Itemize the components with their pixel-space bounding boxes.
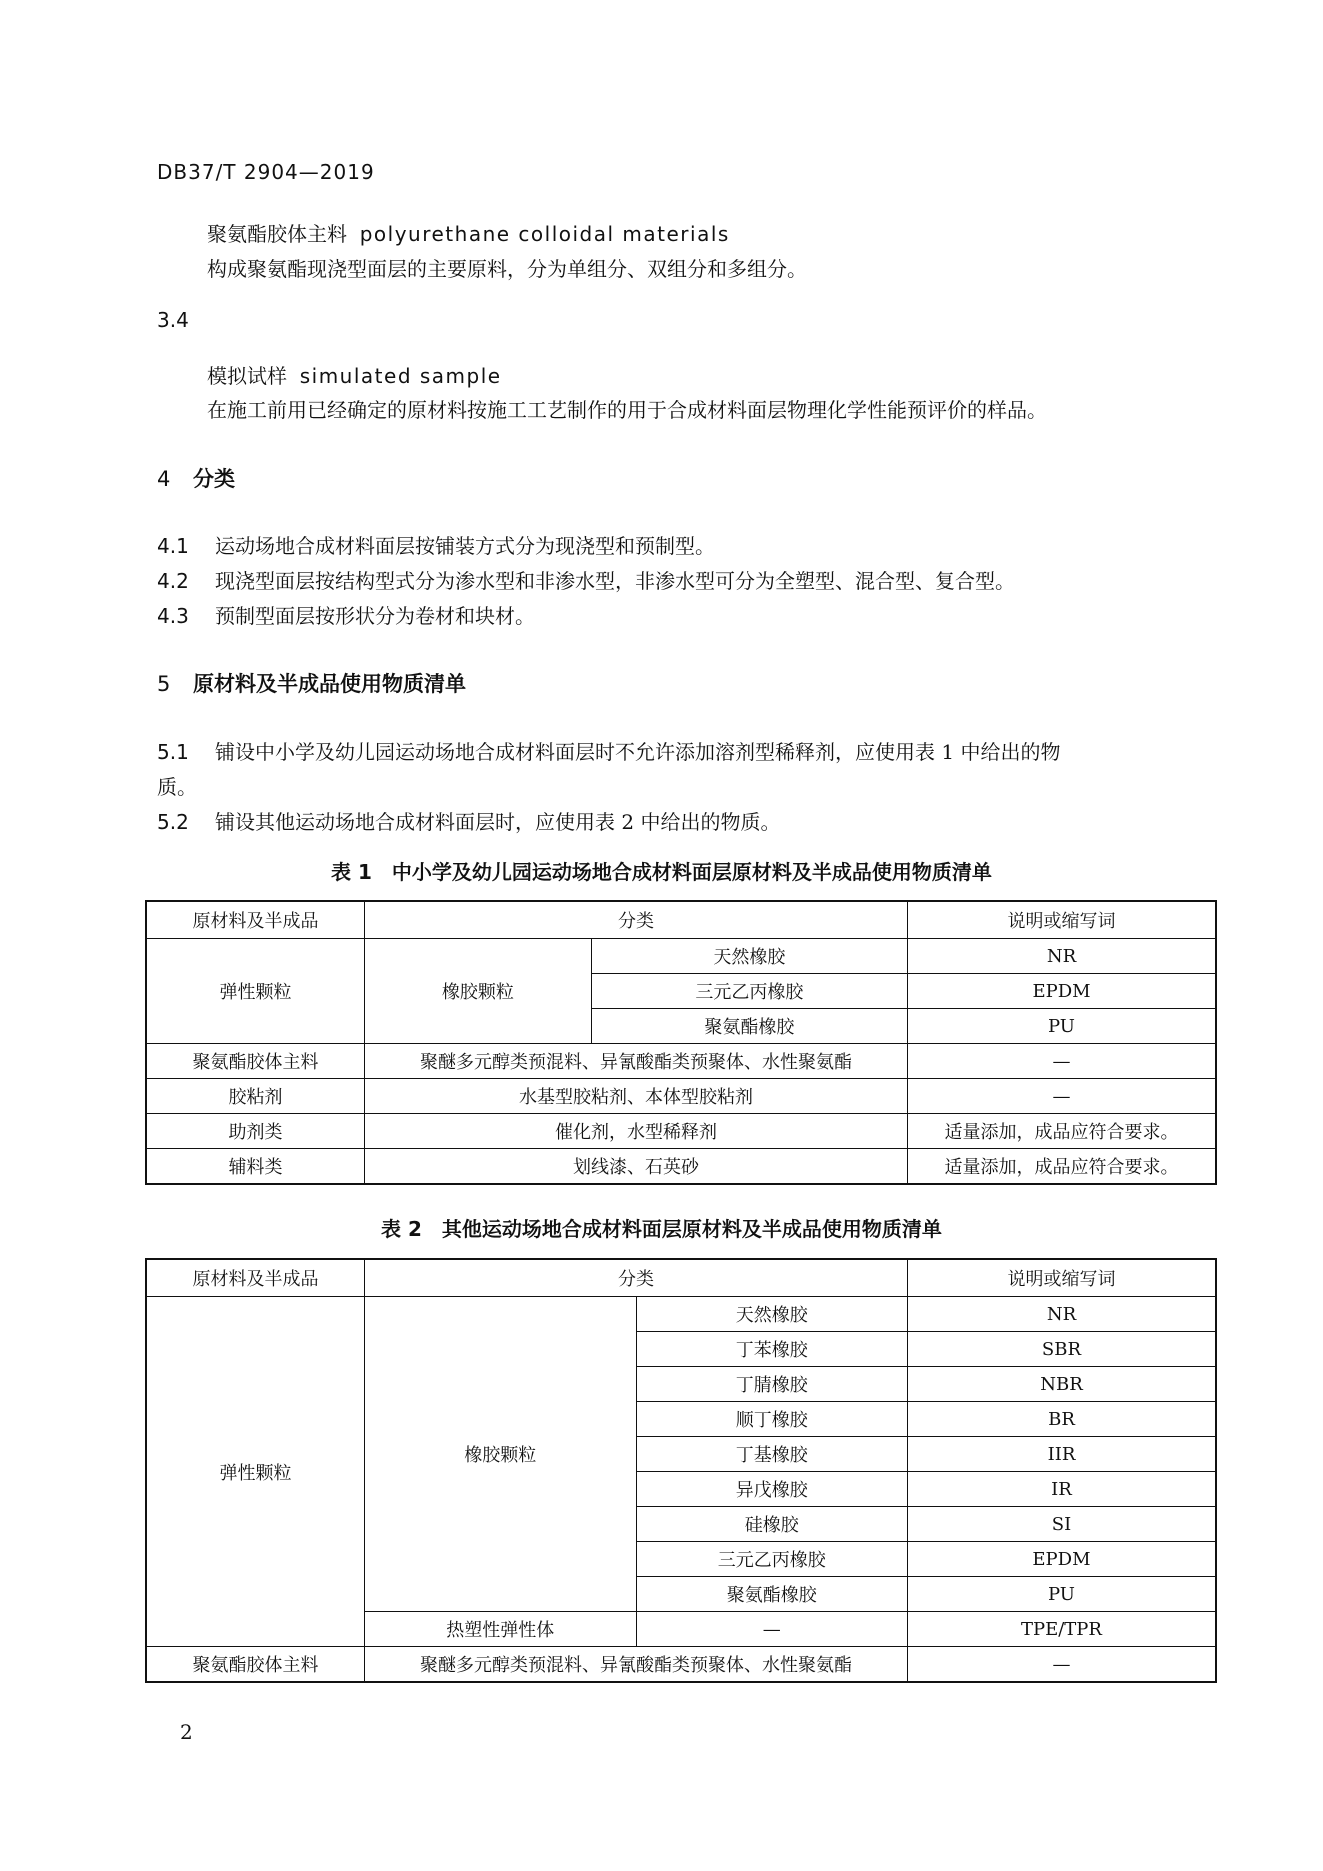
- note-cell: —: [908, 1079, 1216, 1114]
- table-row: [146, 1044, 1216, 1079]
- page-number: 2: [180, 1720, 193, 1744]
- note-cell: —: [907, 1647, 1216, 1683]
- abbr-cell: PU: [907, 1577, 1216, 1612]
- table-row: [146, 1114, 1216, 1149]
- term-definition: 构成聚氨酯现浇型面层的主要原料，分为单组分、双组分和多组分。: [207, 257, 807, 281]
- abbr-cell: NR: [907, 1297, 1216, 1332]
- clause-number: 4.1: [157, 534, 189, 558]
- material-name-cell: 异戊橡胶: [636, 1472, 907, 1507]
- group-cell: 弹性颗粒: [146, 939, 365, 1044]
- term-definition: 在施工前用已经确定的原材料按施工工艺制作的用于合成材料面层物理化学性能预评价的样品。: [207, 398, 1047, 422]
- abbr-cell: IIR: [907, 1437, 1216, 1472]
- term-number: 3.4: [157, 308, 189, 332]
- abbr-cell: NBR: [907, 1367, 1216, 1402]
- table-2: [145, 1258, 1217, 1683]
- term-title-cn: 聚氨酯胶体主料: [207, 222, 347, 246]
- header-cell: 分类: [365, 1259, 908, 1297]
- clause: [157, 736, 1060, 765]
- category-cell: 水基型胶粘剂、本体型胶粘剂: [365, 1079, 908, 1114]
- material-name-cell: 三元乙丙橡胶: [636, 1542, 907, 1577]
- abbr-cell: EPDM: [907, 1542, 1216, 1577]
- category-cell: 聚醚多元醇类预混料、异氰酸酯类预聚体、水性聚氨酯: [365, 1044, 908, 1079]
- clause-text: 铺设中小学及幼儿园运动场地合成材料面层时不允许添加溶剂型稀释剂，应使用表 1 中给出的物: [215, 740, 1061, 764]
- material-name-cell: 丁腈橡胶: [636, 1367, 907, 1402]
- section-number: 4: [157, 467, 171, 491]
- note-cell: —: [908, 1044, 1216, 1079]
- abbr-cell: NR: [908, 939, 1216, 974]
- clause-number: 4.3: [157, 604, 189, 628]
- material-name-cell: —: [636, 1612, 907, 1647]
- material-name-cell: 三元乙丙橡胶: [591, 974, 907, 1009]
- clause-text: 预制型面层按形状分为卷材和块材。: [215, 604, 535, 628]
- abbr-cell: SI: [907, 1507, 1216, 1542]
- material-name-cell: 聚氨酯橡胶: [636, 1577, 907, 1612]
- document-header: DB37/T 2904—2019: [157, 160, 375, 184]
- term-title-en: polyurethane colloidal materials: [359, 222, 730, 246]
- material-name-cell: 天然橡胶: [636, 1297, 907, 1332]
- table-header-row: [146, 901, 1216, 939]
- subgroup-cell: 橡胶颗粒: [365, 939, 592, 1044]
- section-number: 5: [157, 672, 171, 696]
- table-row: [146, 1297, 1216, 1332]
- material-name-cell: 丁基橡胶: [636, 1437, 907, 1472]
- abbr-cell: IR: [907, 1472, 1216, 1507]
- clause-number: 5.1: [157, 740, 189, 764]
- clause-number: 5.2: [157, 810, 189, 834]
- section-title: 原材料及半成品使用物质清单: [193, 672, 466, 696]
- clause: [157, 806, 780, 835]
- table-row: [146, 1149, 1216, 1185]
- subgroup-cell: 橡胶颗粒: [365, 1297, 636, 1612]
- header-cell: 说明或缩写词: [907, 1259, 1216, 1297]
- material-cell: 聚氨酯胶体主料: [146, 1044, 365, 1079]
- group-cell: 弹性颗粒: [146, 1297, 365, 1647]
- header-cell: 原材料及半成品: [146, 901, 365, 939]
- term-title-cn: 模拟试样: [207, 364, 287, 388]
- header-cell: 说明或缩写词: [908, 901, 1216, 939]
- clause: [157, 530, 715, 559]
- section-title: 分类: [193, 467, 235, 491]
- material-cell: 辅料类: [146, 1149, 365, 1185]
- section-heading: [157, 463, 235, 493]
- material-name-cell: 聚氨酯橡胶: [591, 1009, 907, 1044]
- note-cell: 适量添加，成品应符合要求。: [908, 1114, 1216, 1149]
- table-caption: 表 1 中小学及幼儿园运动场地合成材料面层原材料及半成品使用物质清单: [331, 860, 992, 884]
- clause-text: 现浇型面层按结构型式分为渗水型和非渗水型，非渗水型可分为全塑型、混合型、复合型。: [215, 569, 1015, 593]
- material-name-cell: 硅橡胶: [636, 1507, 907, 1542]
- note-cell: 适量添加，成品应符合要求。: [908, 1149, 1216, 1185]
- material-cell: 胶粘剂: [146, 1079, 365, 1114]
- clause: [157, 565, 1015, 594]
- term-title-en: simulated sample: [299, 364, 502, 388]
- header-cell: 原材料及半成品: [146, 1259, 365, 1297]
- table-header-row: [146, 1259, 1216, 1297]
- table-caption: 表 2 其他运动场地合成材料面层原材料及半成品使用物质清单: [381, 1217, 942, 1241]
- material-cell: 聚氨酯胶体主料: [146, 1647, 365, 1683]
- clause-continuation: 质。: [157, 775, 197, 799]
- material-name-cell: 顺丁橡胶: [636, 1402, 907, 1437]
- category-cell: 聚醚多元醇类预混料、异氰酸酯类预聚体、水性聚氨酯: [365, 1647, 908, 1683]
- header-cell: 分类: [365, 901, 908, 939]
- abbr-cell: SBR: [907, 1332, 1216, 1367]
- table-row: [146, 1647, 1216, 1683]
- section-heading: [157, 668, 466, 698]
- clause-text: 运动场地合成材料面层按铺装方式分为现浇型和预制型。: [215, 534, 715, 558]
- clause-number: 4.2: [157, 569, 189, 593]
- material-name-cell: 丁苯橡胶: [636, 1332, 907, 1367]
- material-cell: 助剂类: [146, 1114, 365, 1149]
- material-name-cell: 天然橡胶: [591, 939, 907, 974]
- table-row: [146, 939, 1216, 974]
- abbr-cell: TPE/TPR: [907, 1612, 1216, 1647]
- abbr-cell: PU: [908, 1009, 1216, 1044]
- term-title: [207, 218, 730, 247]
- table-1: [145, 900, 1217, 1185]
- term-title: [207, 360, 502, 389]
- abbr-cell: EPDM: [908, 974, 1216, 1009]
- abbr-cell: BR: [907, 1402, 1216, 1437]
- clause: [157, 600, 535, 629]
- category-cell: 催化剂，水型稀释剂: [365, 1114, 908, 1149]
- category-cell: 划线漆、石英砂: [365, 1149, 908, 1185]
- subgroup-cell: 热塑性弹性体: [365, 1612, 636, 1647]
- clause-text: 铺设其他运动场地合成材料面层时，应使用表 2 中给出的物质。: [215, 810, 781, 834]
- table-row: [146, 1079, 1216, 1114]
